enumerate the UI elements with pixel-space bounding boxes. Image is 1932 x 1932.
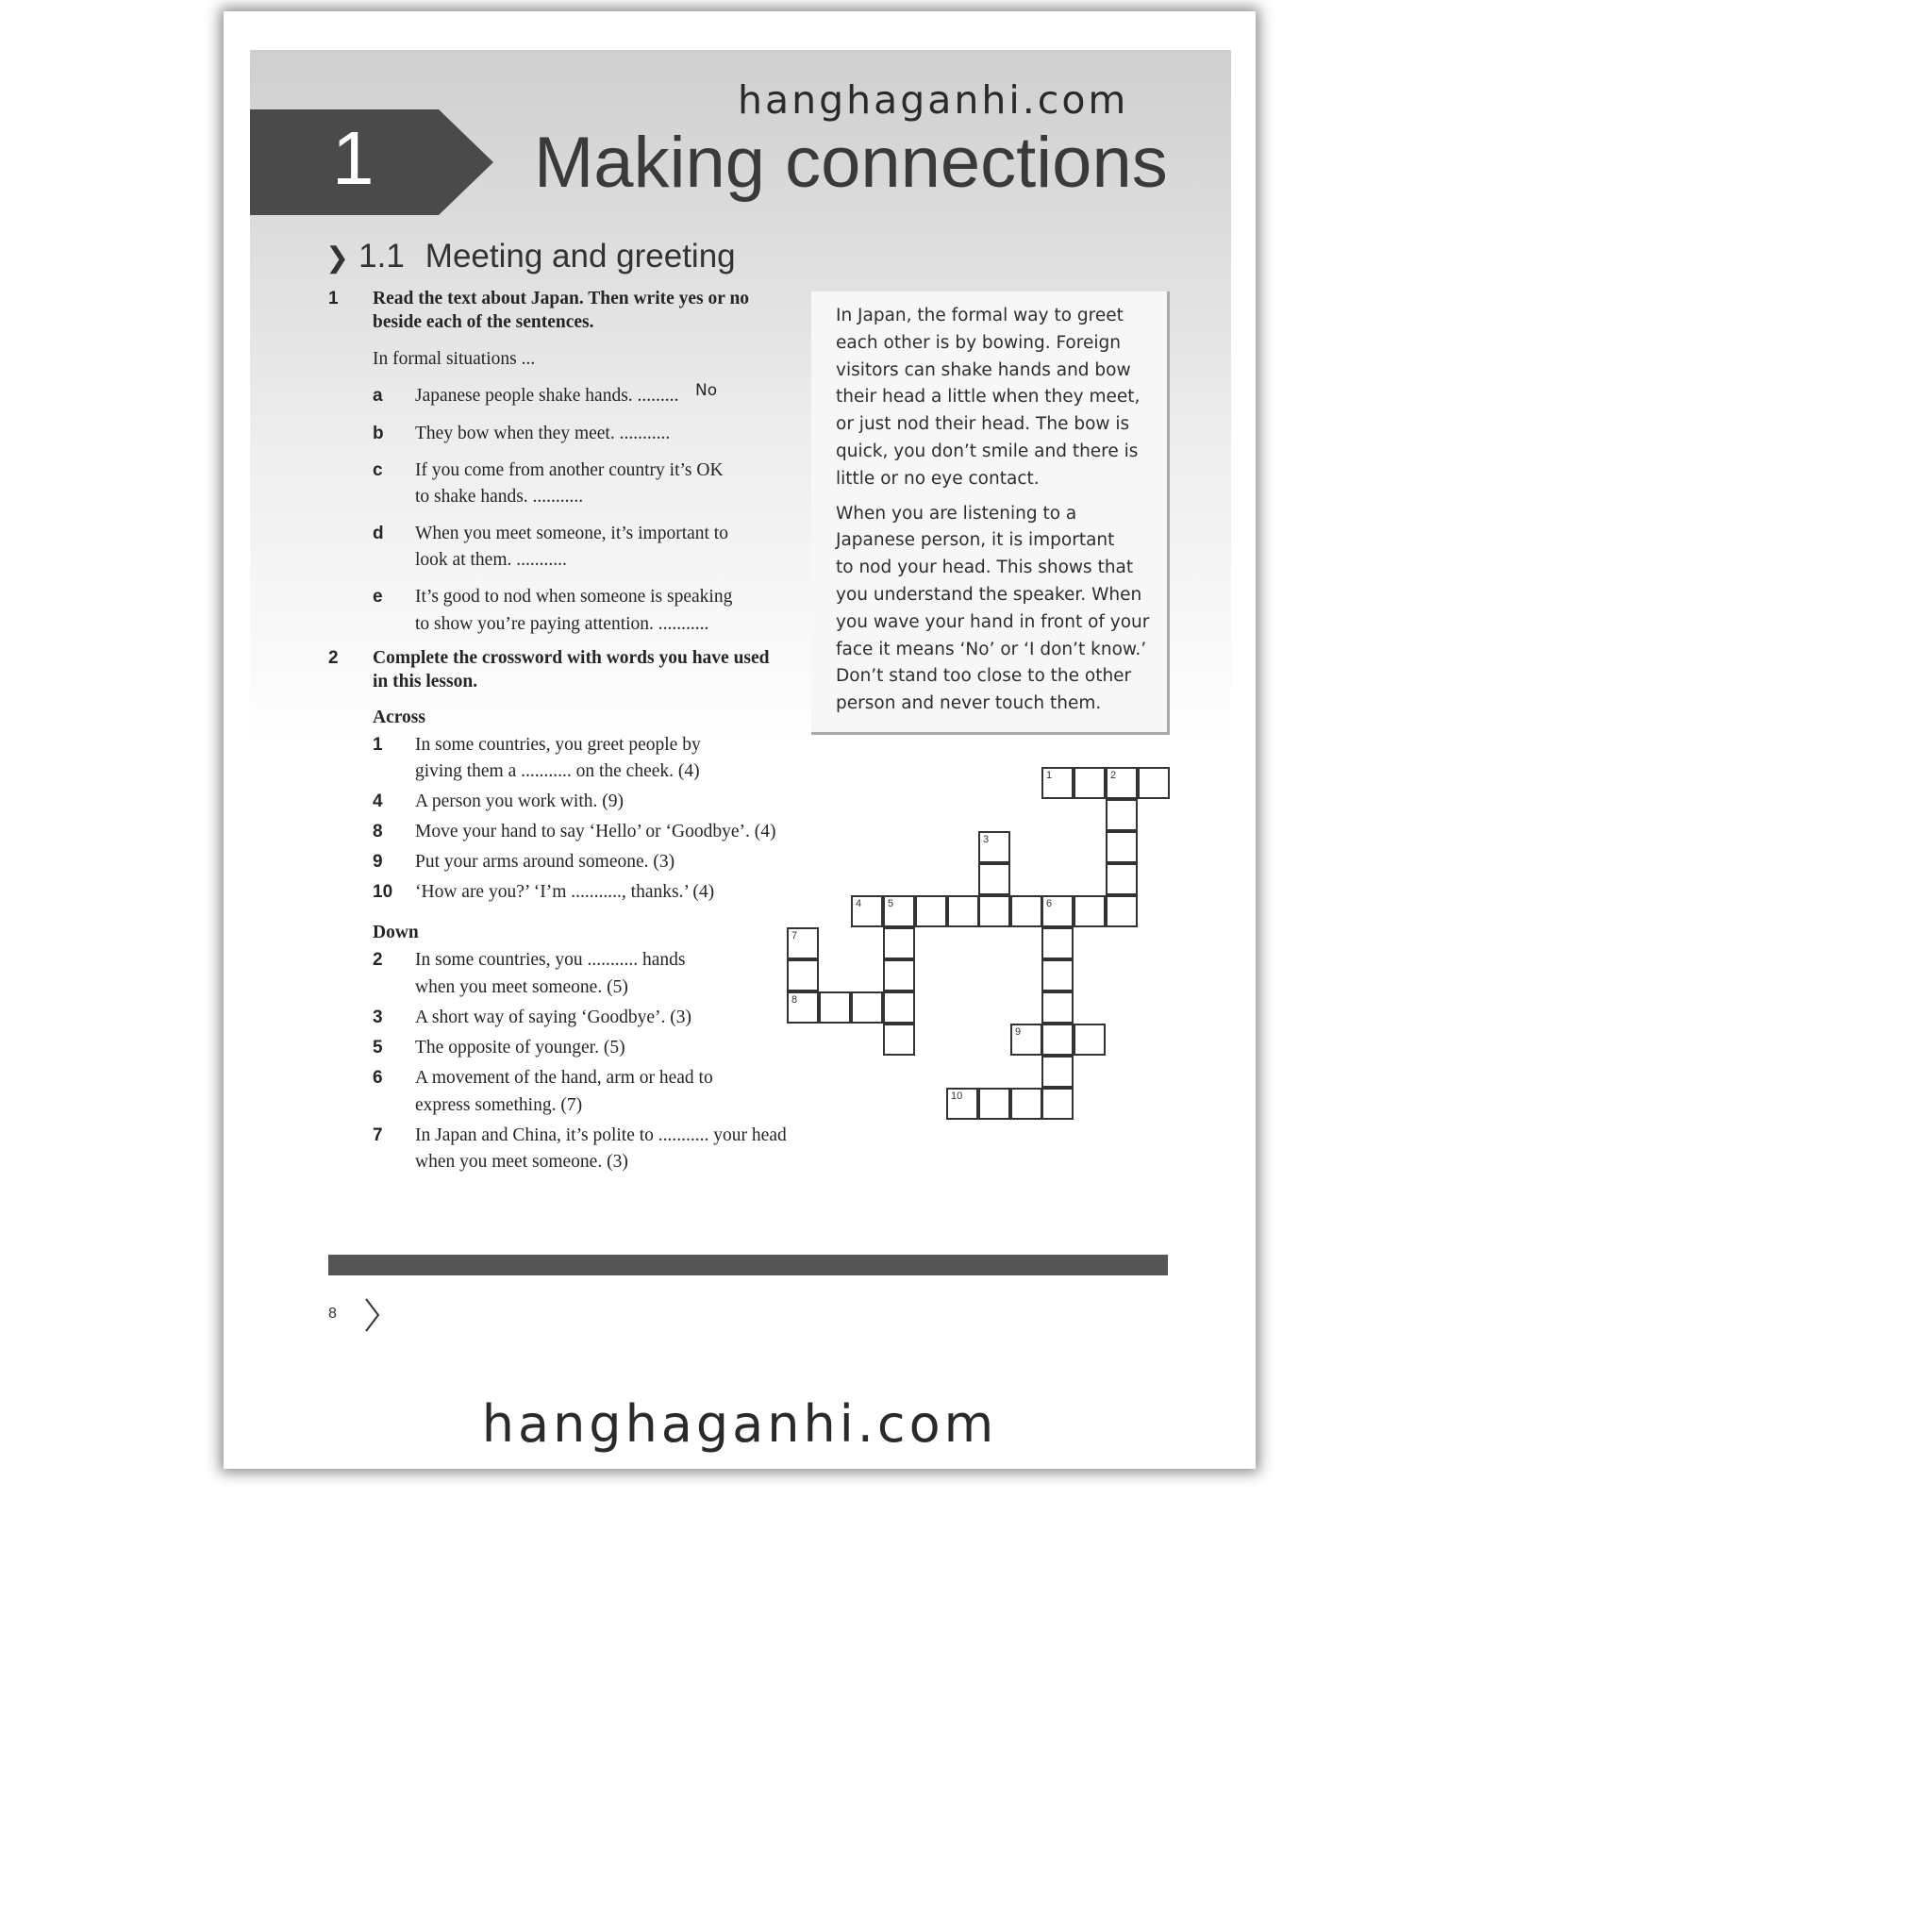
handwritten-answer: No xyxy=(695,381,718,400)
item-letter: b xyxy=(373,424,384,443)
crossword-cell[interactable] xyxy=(1106,767,1138,799)
down-heading: Down xyxy=(373,923,419,942)
crossword-cell[interactable] xyxy=(883,927,915,959)
crossword-cell-number: 10 xyxy=(951,1091,963,1102)
clue-number: 1 xyxy=(373,735,383,755)
crossword-cell[interactable] xyxy=(978,863,1010,895)
crossword-cell[interactable] xyxy=(978,895,1010,927)
item-text: to show you’re paying attention. ........... xyxy=(415,614,709,634)
clue-text: A short way of saying ‘Goodbye’. (3) xyxy=(415,1008,691,1027)
crossword-cell[interactable] xyxy=(851,895,883,927)
clue-text: when you meet someone. (5) xyxy=(415,977,628,997)
crossword-cell-number: 7 xyxy=(791,930,798,941)
crossword-cell[interactable] xyxy=(1041,767,1074,799)
crossword-cell[interactable] xyxy=(787,959,819,991)
crossword-cell[interactable] xyxy=(1010,1088,1042,1120)
exercise-2-instruction-line2: in this lesson. xyxy=(373,672,478,691)
clue-number: 10 xyxy=(373,882,393,902)
crossword-cell[interactable] xyxy=(1106,831,1138,863)
clue-number: 3 xyxy=(373,1008,383,1027)
crossword-cell[interactable] xyxy=(1041,991,1074,1024)
clue-text: The opposite of younger. (5) xyxy=(415,1038,625,1058)
reading-paragraph: When you are listening to a Japanese person, it is important to nod your head. This shows that you understand the speaker. When you wave your hand in front of your face it means ‘No’ or ‘I don’t know.’ Don’t stand too close to the other person and never touch them. xyxy=(836,503,1150,714)
clue-text: ‘How are you?’ ‘I’m ..........., thanks.’ (4) xyxy=(415,882,715,902)
crossword-cell[interactable] xyxy=(915,895,947,927)
footer-bar xyxy=(328,1255,1168,1275)
crossword-cell[interactable] xyxy=(883,1024,915,1056)
item-text: When you meet someone, it’s important to xyxy=(415,524,728,543)
item-letter: d xyxy=(373,524,384,543)
exercise-1-instruction-line2: beside each of the sentences. xyxy=(373,312,594,332)
crossword-cell[interactable] xyxy=(1074,1024,1106,1056)
clue-text: In some countries, you ........... hands xyxy=(415,950,686,970)
watermark-bottom: hanghaganhi.com xyxy=(481,1394,998,1454)
clue-text: In some countries, you greet people by xyxy=(415,735,701,755)
crossword-cell[interactable] xyxy=(1106,863,1138,895)
reading-paragraph: In Japan, the formal way to greet each other is by bowing. Foreign visitors can shake hands and bow their head a little when they meet, or just nod their head. The bow is quick, you don’t smile and there is little or no eye contact. xyxy=(836,306,1141,489)
crossword-cell-number: 3 xyxy=(983,834,990,845)
crossword-cell[interactable] xyxy=(1041,1056,1074,1088)
crossword-cell[interactable] xyxy=(1010,895,1042,927)
section-number: 1.1 xyxy=(358,238,405,275)
crossword-cell-number: 8 xyxy=(791,994,798,1006)
item-text: look at them. ........... xyxy=(415,550,567,570)
watermark-top: hanghaganhi.com xyxy=(738,77,1129,123)
crossword-cell[interactable] xyxy=(1041,1024,1074,1056)
clue-text: A movement of the hand, arm or head to xyxy=(415,1068,713,1088)
chapter-number: 1 xyxy=(332,116,375,200)
clue-number: 8 xyxy=(373,822,383,841)
crossword-cell[interactable] xyxy=(1041,959,1074,991)
clue-text: express something. (7) xyxy=(415,1095,583,1115)
crossword-cell[interactable] xyxy=(851,991,883,1024)
clue-number: 2 xyxy=(373,950,383,970)
clue-text: Move your hand to say ‘Hello’ or ‘Goodbye’. (4) xyxy=(415,822,776,841)
crossword-cell-number: 9 xyxy=(1015,1026,1022,1038)
crossword-cell[interactable] xyxy=(1106,895,1138,927)
clue-number: 5 xyxy=(373,1038,383,1058)
clue-number: 4 xyxy=(373,791,383,811)
exercise-1-instruction-line1: Read the text about Japan. Then write yes or no xyxy=(373,289,750,308)
crossword-cell[interactable] xyxy=(1010,1024,1042,1056)
item-text: They bow when they meet. ........... xyxy=(415,424,671,443)
item-letter: e xyxy=(373,587,383,607)
crossword-cell[interactable] xyxy=(787,991,819,1024)
crossword-cell-number: 4 xyxy=(856,898,862,909)
crossword-cell[interactable] xyxy=(946,1088,978,1120)
crossword-cell[interactable] xyxy=(1138,767,1170,799)
crossword-cell[interactable] xyxy=(1041,895,1074,927)
crossword-cell[interactable] xyxy=(947,895,979,927)
crossword-cell[interactable] xyxy=(978,831,1010,863)
exercise-2-number: 2 xyxy=(328,648,339,668)
across-heading: Across xyxy=(373,708,425,727)
crossword-cell[interactable] xyxy=(883,895,915,927)
exercise-1-intro: In formal situations ... xyxy=(373,349,536,369)
crossword-cell[interactable] xyxy=(1041,1088,1074,1120)
crossword-cell[interactable] xyxy=(1074,895,1106,927)
crossword-cell[interactable] xyxy=(1074,767,1106,799)
crossword-cell[interactable] xyxy=(978,1088,1010,1120)
clue-text: A person you work with. (9) xyxy=(415,791,624,811)
clue-text: Put your arms around someone. (3) xyxy=(415,852,675,872)
reading-text-box xyxy=(811,291,1170,735)
clue-number: 6 xyxy=(373,1068,383,1088)
crossword-cell[interactable] xyxy=(819,991,851,1024)
page-number: 8 xyxy=(328,1306,337,1322)
chevron-right-icon xyxy=(362,1296,383,1334)
clue-number: 7 xyxy=(373,1125,383,1145)
item-text: Japanese people shake hands. ......... xyxy=(415,386,679,406)
crossword-cell-number: 6 xyxy=(1046,898,1053,909)
clue-text: In Japan and China, it’s polite to ........... your head xyxy=(415,1125,787,1145)
item-letter: c xyxy=(373,460,383,480)
crossword-cell[interactable] xyxy=(883,991,915,1024)
section-title: Meeting and greeting xyxy=(425,238,736,275)
item-text: If you come from another country it’s OK xyxy=(415,460,724,480)
item-text: It’s good to nod when someone is speaking xyxy=(415,587,733,607)
clue-text: when you meet someone. (3) xyxy=(415,1152,628,1172)
crossword-cell[interactable] xyxy=(1041,927,1074,959)
crossword-cell[interactable] xyxy=(787,927,819,959)
section-heading xyxy=(325,238,736,275)
crossword-cell[interactable] xyxy=(883,959,915,991)
crossword-cell-number: 5 xyxy=(888,898,894,909)
item-text: to shake hands. ........... xyxy=(415,487,584,507)
crossword-cell[interactable] xyxy=(1106,799,1138,831)
chevron-right-icon: ❯ xyxy=(325,242,350,274)
crossword-cell-number: 1 xyxy=(1046,770,1053,781)
chapter-title: Making connections xyxy=(534,123,1168,203)
item-letter: a xyxy=(373,386,383,406)
clue-number: 9 xyxy=(373,852,383,872)
crossword-cell-number: 2 xyxy=(1110,770,1117,781)
clue-text: giving them a ........... on the cheek. (4) xyxy=(415,761,700,781)
exercise-1-number: 1 xyxy=(328,289,339,308)
exercise-2-instruction-line1: Complete the crossword with words you have used xyxy=(373,648,770,668)
